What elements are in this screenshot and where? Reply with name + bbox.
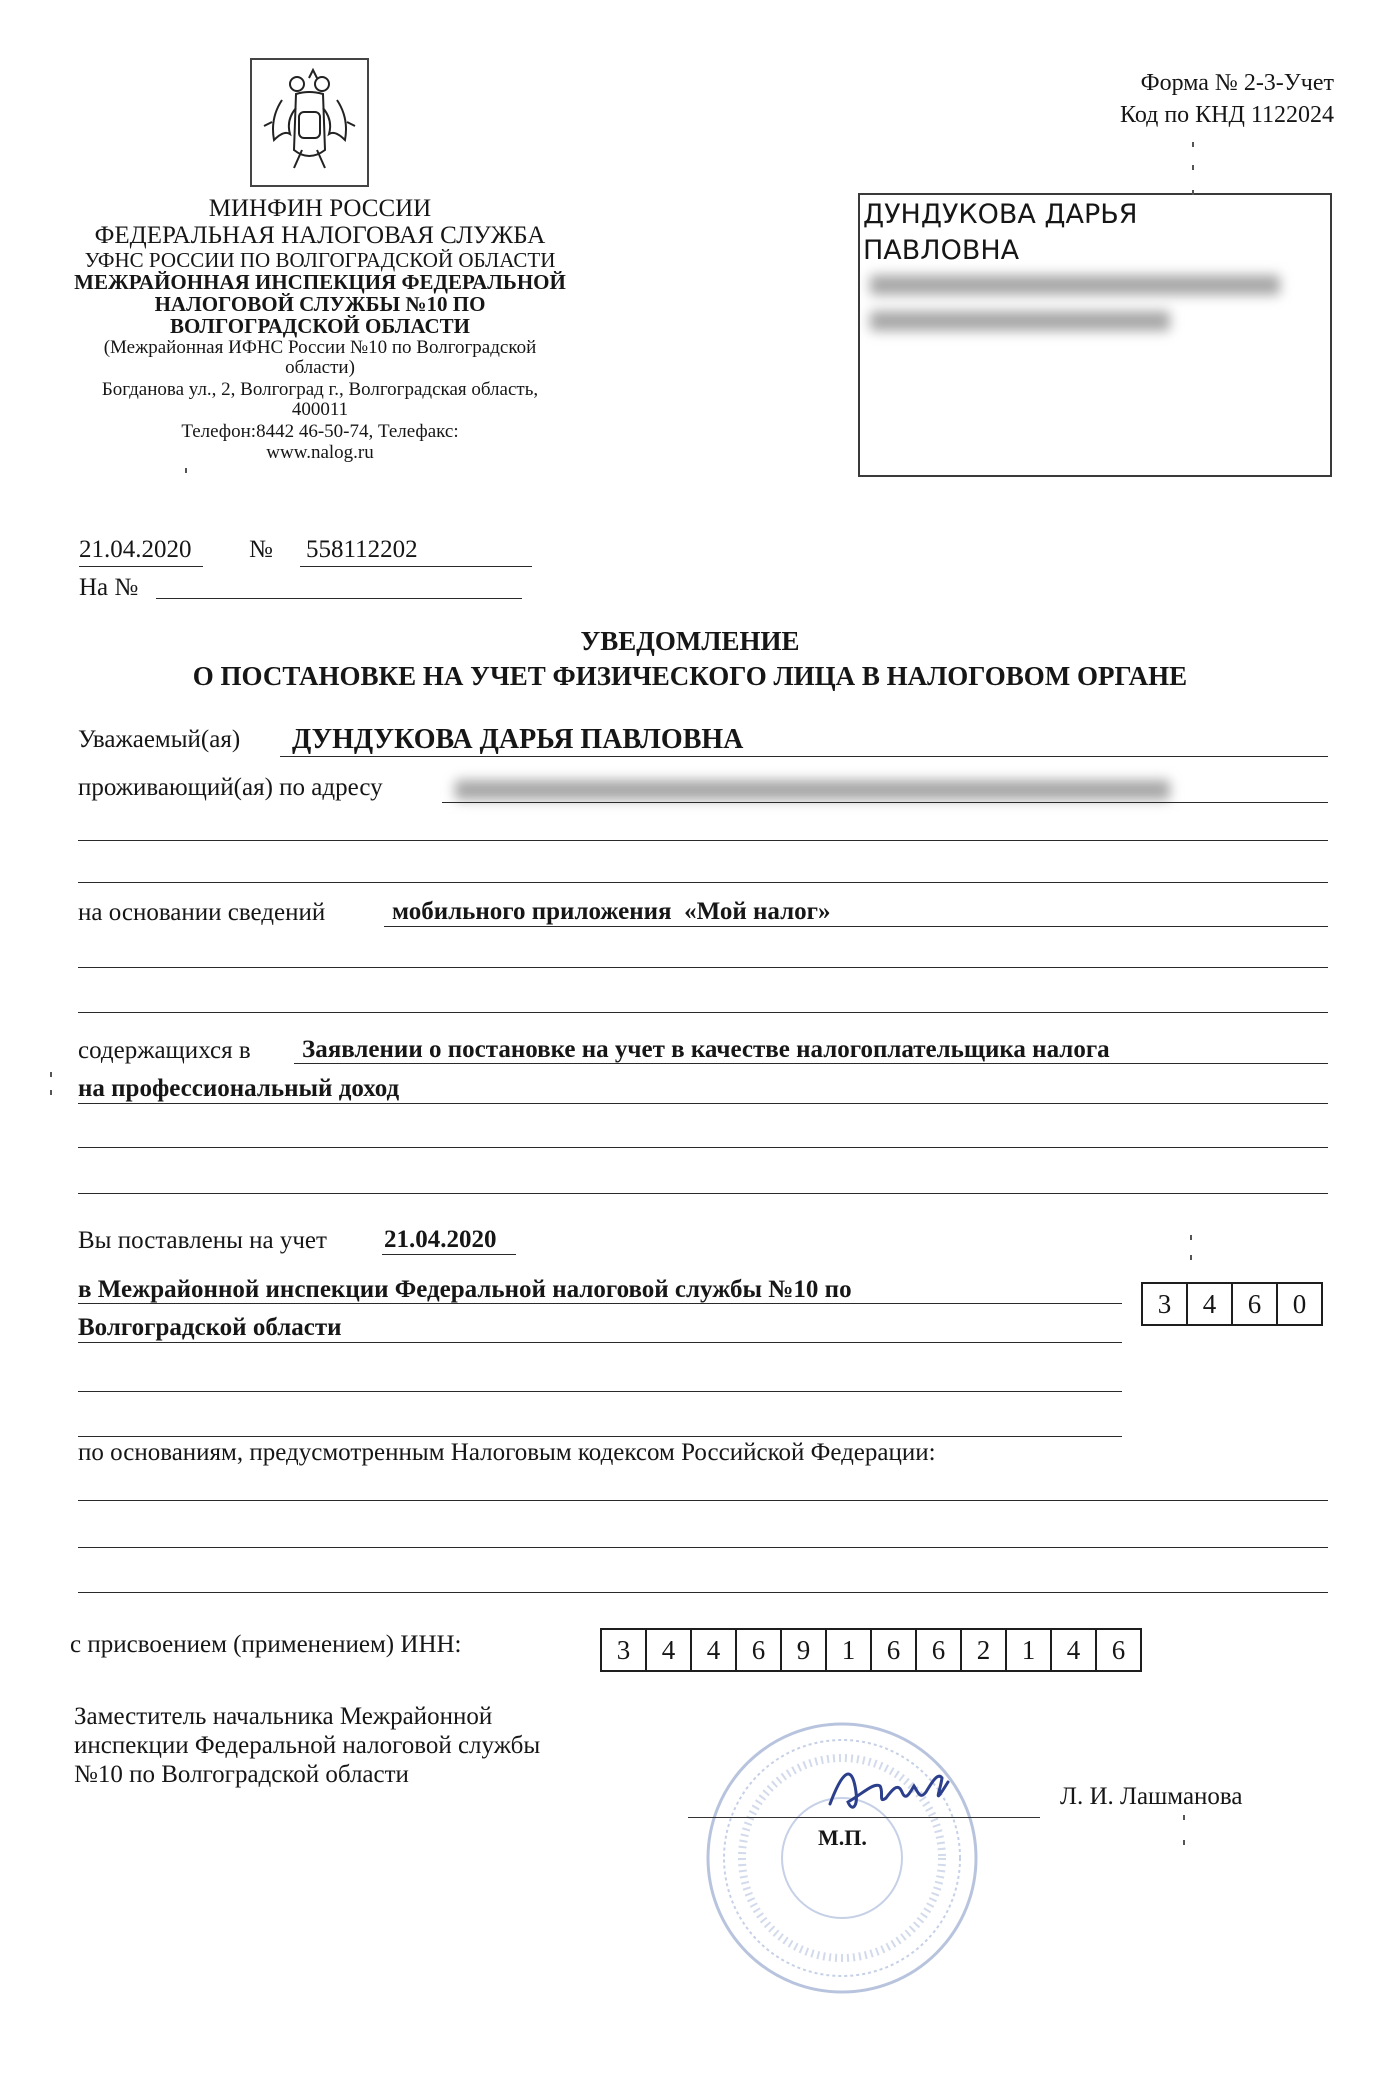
address-line-2 — [78, 840, 1328, 841]
scan-speck — [1190, 1235, 1192, 1240]
authority-line-6: ВОЛГОГРАДСКОЙ ОБЛАСТИ — [170, 314, 470, 338]
signer-name: Л. И. Лашманова — [1060, 1783, 1243, 1810]
inn-digit: 6 — [735, 1630, 780, 1670]
office-code-boxes — [1141, 1282, 1323, 1326]
authority-line-8: области) — [285, 357, 355, 378]
inn-digit: 6 — [1095, 1630, 1140, 1670]
inn-digit: 4 — [1050, 1630, 1095, 1670]
russian-coat-of-arms-icon — [250, 58, 369, 187]
stamp-label: М.П. — [818, 1825, 867, 1850]
signer-position-line-3: №10 по Волгоградской области — [74, 1761, 409, 1788]
authority-line-3: УФНС РОССИИ ПО ВОЛГОГРАДСКОЙ ОБЛАСТИ — [84, 248, 556, 272]
scan-speck — [185, 468, 187, 473]
authority-line-9: Богданова ул., 2, Волгоград г., Волгоградская область, — [101, 379, 539, 400]
authority-line-10: 400011 — [291, 399, 349, 420]
authority-line-5: НАЛОГОВОЙ СЛУЖБЫ №10 ПО — [154, 292, 486, 316]
inn-digit: 3 — [616, 1634, 631, 1665]
grounds-line-2 — [78, 1547, 1328, 1548]
grounds-line-1 — [78, 1500, 1328, 1501]
form-knd-code: Код по КНД 1122024 — [1120, 102, 1334, 128]
scan-speck — [1192, 190, 1194, 195]
basis-line-3 — [78, 1012, 1328, 1013]
redacted-residential-address — [455, 780, 1170, 800]
signer-position-line-2: инспекции Федеральной налоговой службы — [74, 1732, 541, 1759]
office-code-digit: 0 — [1276, 1284, 1321, 1324]
document-title-line-1: УВЕДОМЛЕНИЕ — [580, 626, 800, 656]
inn-digit: 1 — [1005, 1630, 1050, 1670]
contained-underline-1 — [294, 1063, 1328, 1064]
office-code-digit: 6 — [1231, 1284, 1276, 1324]
scan-speck — [1183, 1815, 1185, 1820]
contained-label: содержащихся в — [78, 1037, 251, 1064]
office-line-1: в Межрайонной инспекции Федеральной налоговой службы №10 по — [78, 1276, 852, 1303]
redacted-address-line-1 — [870, 275, 1280, 295]
handwritten-signature-icon — [822, 1752, 962, 1822]
authority-line-4: МЕЖРАЙОННАЯ ИНСПЕКЦИЯ ФЕДЕРАЛЬНОЙ — [74, 270, 566, 294]
document-number-label: № — [249, 536, 273, 563]
scan-speck — [1190, 1255, 1192, 1260]
recipient-address-box — [858, 193, 1332, 477]
basis-line-2 — [78, 967, 1328, 968]
scan-speck — [1192, 142, 1194, 147]
inn-digit: 6 — [870, 1630, 915, 1670]
office-line-4 — [78, 1436, 1122, 1437]
registered-label: Вы поставлены на учет — [78, 1227, 327, 1254]
contained-line-3 — [78, 1147, 1328, 1148]
address-underline — [442, 802, 1328, 803]
reply-number-underline — [156, 598, 522, 599]
document-number: 558112202 — [306, 536, 418, 563]
grounds-text: по основаниям, предусмотренным Налоговым кодексом Российской Федерации: — [78, 1439, 936, 1466]
scan-speck — [1183, 1840, 1185, 1845]
address-label: проживающий(ая) по адресу — [78, 774, 383, 801]
office-underline-1 — [78, 1303, 1122, 1304]
recipient-name-line-1: ДУНДУКОВА ДАРЬЯ — [863, 199, 1138, 230]
registered-date-underline — [382, 1254, 516, 1255]
authority-line-2: ФЕДЕРАЛЬНАЯ НАЛОГОВАЯ СЛУЖБА — [94, 222, 546, 249]
office-code-digit: 3 — [1157, 1288, 1172, 1319]
recipient-name-line-2: ПАВЛОВНА — [863, 235, 1020, 266]
authority-line-11: Телефон:8442 46-50-74, Телефакс: — [181, 421, 459, 442]
inn-digit: 4 — [690, 1630, 735, 1670]
greeting-underline — [280, 756, 1328, 757]
reply-number-label: На № — [79, 574, 139, 601]
person-name: ДУНДУКОВА ДАРЬЯ ПАВЛОВНА — [292, 724, 744, 755]
address-line-3 — [78, 882, 1328, 883]
office-underline-2 — [78, 1342, 1122, 1343]
document-date-underline — [79, 566, 203, 567]
inn-digit: 1 — [825, 1630, 870, 1670]
basis-underline — [384, 926, 1328, 927]
contained-value-line-2: на профессиональный доход — [78, 1075, 400, 1102]
office-line-2: Волгоградской области — [78, 1314, 342, 1341]
authority-line-12: www.nalog.ru — [266, 442, 374, 463]
inn-boxes — [600, 1628, 1142, 1672]
form-number: Форма № 2-3-Учет — [1140, 70, 1334, 96]
scan-speck — [50, 1072, 52, 1077]
authority-line-1: МИНФИН РОССИИ — [208, 195, 432, 222]
authority-line-7: (Межрайонная ИФНС России №10 по Волгоградской — [103, 337, 537, 358]
office-line-3 — [78, 1391, 1122, 1392]
grounds-line-3 — [78, 1592, 1328, 1593]
inn-digit: 4 — [645, 1630, 690, 1670]
scan-speck — [50, 1090, 52, 1095]
basis-label: на основании сведений — [78, 899, 326, 926]
office-code-digit: 4 — [1186, 1284, 1231, 1324]
scan-speck — [1192, 165, 1194, 170]
signer-position-line-1: Заместитель начальника Межрайонной — [74, 1703, 493, 1730]
document-number-underline — [300, 566, 532, 567]
inn-digit: 2 — [960, 1630, 1005, 1670]
inn-digit: 9 — [780, 1630, 825, 1670]
greeting-label: Уважаемый(ая) — [78, 726, 241, 753]
contained-line-4 — [78, 1193, 1328, 1194]
document-title-line-2: О ПОСТАНОВКЕ НА УЧЕТ ФИЗИЧЕСКОГО ЛИЦА В НАЛОГОВОМ ОРГАНЕ — [192, 661, 1188, 691]
inn-digit: 6 — [915, 1630, 960, 1670]
registered-date: 21.04.2020 — [384, 1226, 497, 1253]
contained-underline-2 — [78, 1103, 1328, 1104]
redacted-address-line-2 — [870, 311, 1170, 331]
document-date: 21.04.2020 — [79, 536, 192, 563]
contained-value-line-1: Заявлении о постановке на учет в качестве налогоплательщика налога — [302, 1036, 1110, 1063]
inn-label: с присвоением (применением) ИНН: — [70, 1631, 462, 1658]
basis-value: мобильного приложения «Мой налог» — [392, 898, 831, 925]
